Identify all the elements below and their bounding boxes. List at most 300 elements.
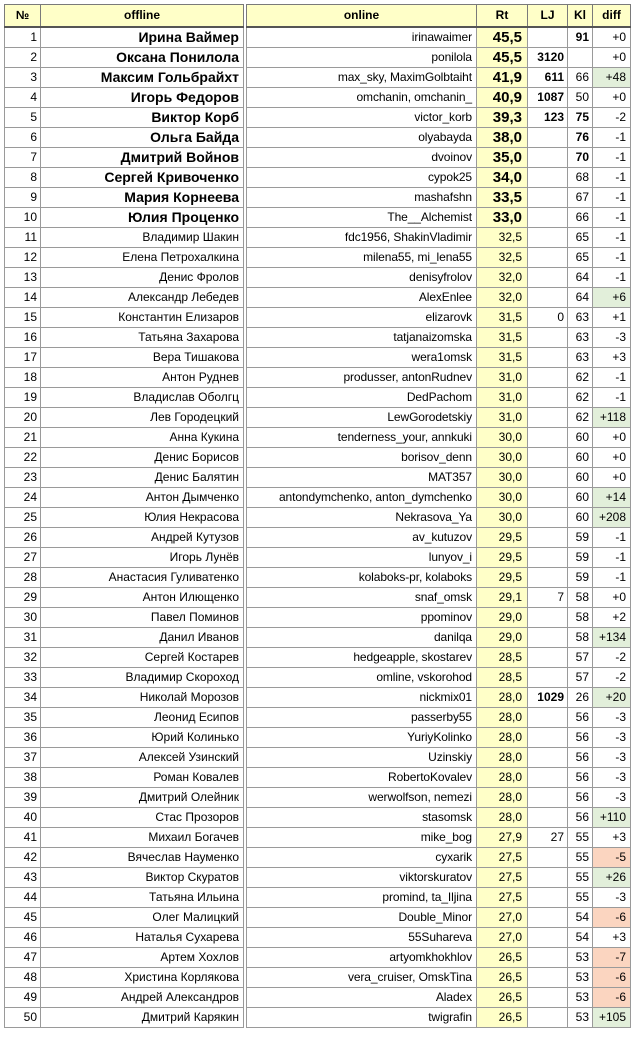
cell-offline-name[interactable]: Вячеслав Науменко <box>41 848 244 868</box>
cell-num[interactable]: 39 <box>5 788 41 808</box>
cell-lj[interactable] <box>528 648 568 668</box>
cell-kl[interactable]: 62 <box>568 368 593 388</box>
cell-kl[interactable]: 70 <box>568 148 593 168</box>
cell-lj[interactable] <box>528 348 568 368</box>
cell-rt[interactable]: 38,0 <box>477 128 528 148</box>
cell-diff[interactable]: -1 <box>593 548 631 568</box>
cell-diff[interactable]: -3 <box>593 748 631 768</box>
cell-diff[interactable]: -1 <box>593 168 631 188</box>
cell-kl[interactable]: 26 <box>568 688 593 708</box>
cell-kl[interactable]: 76 <box>568 128 593 148</box>
cell-offline-name[interactable]: Антон Дымченко <box>41 488 244 508</box>
cell-diff[interactable]: -1 <box>593 228 631 248</box>
cell-kl[interactable] <box>568 48 593 68</box>
cell-offline-name[interactable]: Юлия Некрасова <box>41 508 244 528</box>
cell-offline-name[interactable]: Игорь Федоров <box>41 88 244 108</box>
cell-lj[interactable] <box>528 428 568 448</box>
cell-num[interactable]: 43 <box>5 868 41 888</box>
cell-lj[interactable]: 1087 <box>528 88 568 108</box>
cell-kl[interactable]: 53 <box>568 988 593 1008</box>
cell-num[interactable]: 38 <box>5 768 41 788</box>
cell-rt[interactable]: 39,3 <box>477 108 528 128</box>
cell-rt[interactable]: 30,0 <box>477 508 528 528</box>
cell-rt[interactable]: 34,0 <box>477 168 528 188</box>
cell-lj[interactable] <box>528 268 568 288</box>
cell-kl[interactable]: 58 <box>568 628 593 648</box>
cell-offline-name[interactable]: Лев Городецкий <box>41 408 244 428</box>
cell-diff[interactable]: -1 <box>593 188 631 208</box>
cell-diff[interactable]: -2 <box>593 648 631 668</box>
cell-num[interactable]: 32 <box>5 648 41 668</box>
cell-offline-name[interactable]: Виктор Скуратов <box>41 868 244 888</box>
cell-online-nick[interactable]: nickmix01 <box>247 688 477 708</box>
cell-lj[interactable] <box>528 288 568 308</box>
cell-num[interactable]: 35 <box>5 708 41 728</box>
cell-lj[interactable] <box>528 728 568 748</box>
cell-kl[interactable]: 67 <box>568 188 593 208</box>
cell-rt[interactable]: 28,5 <box>477 668 528 688</box>
cell-lj[interactable] <box>528 488 568 508</box>
cell-offline-name[interactable]: Мария Корнеева <box>41 188 244 208</box>
cell-kl[interactable]: 65 <box>568 228 593 248</box>
header-offline[interactable]: offline <box>41 5 244 28</box>
cell-num[interactable]: 4 <box>5 88 41 108</box>
cell-kl[interactable]: 56 <box>568 808 593 828</box>
cell-kl[interactable]: 68 <box>568 168 593 188</box>
cell-kl[interactable]: 59 <box>568 568 593 588</box>
cell-online-nick[interactable]: cyxarik <box>247 848 477 868</box>
cell-diff[interactable]: -1 <box>593 528 631 548</box>
header-diff[interactable]: diff <box>593 5 631 28</box>
cell-offline-name[interactable]: Наталья Сухарева <box>41 928 244 948</box>
cell-diff[interactable]: -6 <box>593 988 631 1008</box>
cell-online-nick[interactable]: omline, vskorohod <box>247 668 477 688</box>
cell-lj[interactable] <box>528 948 568 968</box>
cell-offline-name[interactable]: Елена Петрохалкина <box>41 248 244 268</box>
cell-lj[interactable] <box>528 808 568 828</box>
cell-offline-name[interactable]: Вера Тишакова <box>41 348 244 368</box>
cell-num[interactable]: 22 <box>5 448 41 468</box>
cell-num[interactable]: 37 <box>5 748 41 768</box>
cell-kl[interactable]: 66 <box>568 68 593 88</box>
cell-diff[interactable]: +26 <box>593 868 631 888</box>
cell-num[interactable]: 47 <box>5 948 41 968</box>
cell-kl[interactable]: 60 <box>568 448 593 468</box>
cell-offline-name[interactable]: Анна Кукина <box>41 428 244 448</box>
cell-kl[interactable]: 50 <box>568 88 593 108</box>
cell-online-nick[interactable]: lunyov_i <box>247 548 477 568</box>
cell-lj[interactable] <box>528 968 568 988</box>
cell-offline-name[interactable]: Павел Поминов <box>41 608 244 628</box>
cell-offline-name[interactable]: Оксана Понилола <box>41 48 244 68</box>
cell-rt[interactable]: 31,0 <box>477 408 528 428</box>
cell-kl[interactable]: 65 <box>568 248 593 268</box>
cell-offline-name[interactable]: Алексей Узинский <box>41 748 244 768</box>
cell-num[interactable]: 18 <box>5 368 41 388</box>
cell-online-nick[interactable]: kolaboks-pr, kolaboks <box>247 568 477 588</box>
cell-num[interactable]: 11 <box>5 228 41 248</box>
cell-diff[interactable]: -1 <box>593 268 631 288</box>
cell-kl[interactable]: 62 <box>568 388 593 408</box>
cell-rt[interactable]: 41,9 <box>477 68 528 88</box>
cell-online-nick[interactable]: hedgeapple, skostarev <box>247 648 477 668</box>
cell-online-nick[interactable]: promind, ta_Iljina <box>247 888 477 908</box>
cell-diff[interactable]: +0 <box>593 448 631 468</box>
cell-offline-name[interactable]: Юлия Проценко <box>41 208 244 228</box>
cell-rt[interactable]: 28,0 <box>477 748 528 768</box>
cell-online-nick[interactable]: tenderness_your, annkuki <box>247 428 477 448</box>
cell-offline-name[interactable]: Ирина Ваймер <box>41 27 244 48</box>
cell-diff[interactable]: +0 <box>593 588 631 608</box>
cell-rt[interactable]: 28,0 <box>477 688 528 708</box>
header-rt[interactable]: Rt <box>477 5 528 28</box>
cell-offline-name[interactable]: Христина Корлякова <box>41 968 244 988</box>
cell-num[interactable]: 45 <box>5 908 41 928</box>
cell-offline-name[interactable]: Андрей Кутузов <box>41 528 244 548</box>
cell-lj[interactable] <box>528 888 568 908</box>
cell-lj[interactable] <box>528 468 568 488</box>
cell-kl[interactable]: 57 <box>568 648 593 668</box>
cell-offline-name[interactable]: Максим Гольбрайхт <box>41 68 244 88</box>
cell-lj[interactable] <box>528 988 568 1008</box>
cell-num[interactable]: 12 <box>5 248 41 268</box>
cell-num[interactable]: 20 <box>5 408 41 428</box>
cell-rt[interactable]: 29,0 <box>477 608 528 628</box>
cell-rt[interactable]: 32,5 <box>477 228 528 248</box>
cell-rt[interactable]: 35,0 <box>477 148 528 168</box>
cell-num[interactable]: 16 <box>5 328 41 348</box>
cell-online-nick[interactable]: YuriyKolinko <box>247 728 477 748</box>
cell-online-nick[interactable]: olyabayda <box>247 128 477 148</box>
cell-num[interactable]: 23 <box>5 468 41 488</box>
cell-diff[interactable]: +3 <box>593 828 631 848</box>
cell-lj[interactable] <box>528 1008 568 1028</box>
cell-rt[interactable]: 33,5 <box>477 188 528 208</box>
cell-offline-name[interactable]: Андрей Александров <box>41 988 244 1008</box>
cell-num[interactable]: 7 <box>5 148 41 168</box>
cell-online-nick[interactable]: Nekrasova_Ya <box>247 508 477 528</box>
cell-diff[interactable]: -1 <box>593 368 631 388</box>
cell-lj[interactable]: 0 <box>528 308 568 328</box>
cell-rt[interactable]: 45,5 <box>477 48 528 68</box>
cell-kl[interactable]: 56 <box>568 768 593 788</box>
cell-kl[interactable]: 53 <box>568 1008 593 1028</box>
cell-num[interactable]: 9 <box>5 188 41 208</box>
cell-offline-name[interactable]: Ольга Байда <box>41 128 244 148</box>
cell-rt[interactable]: 29,1 <box>477 588 528 608</box>
cell-online-nick[interactable]: omchanin, omchanin_ <box>247 88 477 108</box>
cell-lj[interactable] <box>528 528 568 548</box>
cell-online-nick[interactable]: viktorskuratov <box>247 868 477 888</box>
cell-online-nick[interactable]: ponilola <box>247 48 477 68</box>
cell-num[interactable]: 8 <box>5 168 41 188</box>
cell-lj[interactable] <box>528 208 568 228</box>
cell-lj[interactable]: 7 <box>528 588 568 608</box>
cell-kl[interactable]: 75 <box>568 108 593 128</box>
cell-kl[interactable]: 57 <box>568 668 593 688</box>
cell-lj[interactable] <box>528 368 568 388</box>
cell-kl[interactable]: 55 <box>568 868 593 888</box>
cell-num[interactable]: 13 <box>5 268 41 288</box>
cell-kl[interactable]: 63 <box>568 308 593 328</box>
cell-offline-name[interactable]: Александр Лебедев <box>41 288 244 308</box>
cell-rt[interactable]: 27,0 <box>477 928 528 948</box>
cell-diff[interactable]: +2 <box>593 608 631 628</box>
cell-online-nick[interactable]: denisyfrolov <box>247 268 477 288</box>
cell-lj[interactable] <box>528 748 568 768</box>
cell-diff[interactable]: +0 <box>593 468 631 488</box>
cell-lj[interactable] <box>528 848 568 868</box>
cell-rt[interactable]: 27,9 <box>477 828 528 848</box>
cell-num[interactable]: 50 <box>5 1008 41 1028</box>
cell-offline-name[interactable]: Анастасия Гуливатенко <box>41 568 244 588</box>
cell-rt[interactable]: 31,5 <box>477 348 528 368</box>
cell-online-nick[interactable]: snaf_omsk <box>247 588 477 608</box>
cell-lj[interactable] <box>528 328 568 348</box>
cell-kl[interactable]: 60 <box>568 488 593 508</box>
cell-kl[interactable]: 55 <box>568 828 593 848</box>
cell-lj[interactable] <box>528 448 568 468</box>
cell-num[interactable]: 30 <box>5 608 41 628</box>
cell-offline-name[interactable]: Татьяна Ильина <box>41 888 244 908</box>
cell-offline-name[interactable]: Антон Руднев <box>41 368 244 388</box>
cell-diff[interactable]: -3 <box>593 328 631 348</box>
cell-online-nick[interactable]: artyomkhokhlov <box>247 948 477 968</box>
cell-kl[interactable]: 55 <box>568 848 593 868</box>
cell-online-nick[interactable]: irinawaimer <box>247 27 477 48</box>
cell-online-nick[interactable]: RobertoKovalev <box>247 768 477 788</box>
cell-online-nick[interactable]: produsser, antonRudnev <box>247 368 477 388</box>
cell-offline-name[interactable]: Антон Илющенко <box>41 588 244 608</box>
cell-rt[interactable]: 32,5 <box>477 248 528 268</box>
cell-online-nick[interactable]: DedPachom <box>247 388 477 408</box>
cell-kl[interactable]: 56 <box>568 788 593 808</box>
cell-num[interactable]: 33 <box>5 668 41 688</box>
cell-num[interactable]: 44 <box>5 888 41 908</box>
cell-diff[interactable]: +118 <box>593 408 631 428</box>
cell-num[interactable]: 25 <box>5 508 41 528</box>
cell-rt[interactable]: 28,0 <box>477 768 528 788</box>
cell-lj[interactable]: 27 <box>528 828 568 848</box>
cell-lj[interactable] <box>528 608 568 628</box>
cell-diff[interactable]: +1 <box>593 308 631 328</box>
cell-rt[interactable]: 28,0 <box>477 788 528 808</box>
cell-diff[interactable]: -2 <box>593 108 631 128</box>
cell-offline-name[interactable]: Данил Иванов <box>41 628 244 648</box>
cell-num[interactable]: 2 <box>5 48 41 68</box>
cell-num[interactable]: 40 <box>5 808 41 828</box>
cell-diff[interactable]: +14 <box>593 488 631 508</box>
cell-online-nick[interactable]: MAT357 <box>247 468 477 488</box>
cell-rt[interactable]: 33,0 <box>477 208 528 228</box>
cell-kl[interactable]: 53 <box>568 968 593 988</box>
cell-lj[interactable] <box>528 568 568 588</box>
cell-online-nick[interactable]: stasomsk <box>247 808 477 828</box>
cell-lj[interactable] <box>528 148 568 168</box>
cell-rt[interactable]: 31,0 <box>477 368 528 388</box>
cell-lj[interactable] <box>528 188 568 208</box>
header-kl[interactable]: Kl <box>568 5 593 28</box>
cell-rt[interactable]: 28,0 <box>477 728 528 748</box>
cell-online-nick[interactable]: The__Alchemist <box>247 208 477 228</box>
cell-rt[interactable]: 45,5 <box>477 27 528 48</box>
cell-rt[interactable]: 26,5 <box>477 968 528 988</box>
cell-online-nick[interactable]: victor_korb <box>247 108 477 128</box>
cell-diff[interactable]: +0 <box>593 428 631 448</box>
cell-online-nick[interactable]: mashafshn <box>247 188 477 208</box>
cell-num[interactable]: 41 <box>5 828 41 848</box>
cell-num[interactable]: 26 <box>5 528 41 548</box>
cell-lj[interactable] <box>528 248 568 268</box>
cell-num[interactable]: 49 <box>5 988 41 1008</box>
cell-kl[interactable]: 54 <box>568 908 593 928</box>
cell-diff[interactable]: +0 <box>593 48 631 68</box>
cell-diff[interactable]: -3 <box>593 788 631 808</box>
cell-diff[interactable]: +208 <box>593 508 631 528</box>
cell-lj[interactable]: 3120 <box>528 48 568 68</box>
cell-diff[interactable]: -6 <box>593 968 631 988</box>
cell-diff[interactable]: -1 <box>593 208 631 228</box>
cell-online-nick[interactable]: tatjanaizomska <box>247 328 477 348</box>
cell-lj[interactable] <box>528 128 568 148</box>
cell-online-nick[interactable]: danilqa <box>247 628 477 648</box>
cell-rt[interactable]: 26,5 <box>477 988 528 1008</box>
cell-kl[interactable]: 64 <box>568 268 593 288</box>
cell-diff[interactable]: +134 <box>593 628 631 648</box>
cell-offline-name[interactable]: Владимир Шакин <box>41 228 244 248</box>
cell-diff[interactable]: +3 <box>593 928 631 948</box>
cell-online-nick[interactable]: wera1omsk <box>247 348 477 368</box>
cell-online-nick[interactable]: Double_Minor <box>247 908 477 928</box>
cell-offline-name[interactable]: Владимир Скороход <box>41 668 244 688</box>
cell-online-nick[interactable]: borisov_denn <box>247 448 477 468</box>
cell-offline-name[interactable]: Стас Прозоров <box>41 808 244 828</box>
cell-lj[interactable] <box>528 628 568 648</box>
cell-num[interactable]: 19 <box>5 388 41 408</box>
cell-rt[interactable]: 31,0 <box>477 388 528 408</box>
cell-num[interactable]: 21 <box>5 428 41 448</box>
cell-lj[interactable] <box>528 928 568 948</box>
cell-offline-name[interactable]: Михаил Богачев <box>41 828 244 848</box>
cell-num[interactable]: 28 <box>5 568 41 588</box>
cell-lj[interactable] <box>528 168 568 188</box>
cell-rt[interactable]: 29,5 <box>477 568 528 588</box>
cell-offline-name[interactable]: Денис Фролов <box>41 268 244 288</box>
cell-rt[interactable]: 26,5 <box>477 948 528 968</box>
cell-rt[interactable]: 30,0 <box>477 488 528 508</box>
cell-lj[interactable] <box>528 388 568 408</box>
cell-lj[interactable] <box>528 508 568 528</box>
cell-diff[interactable]: +20 <box>593 688 631 708</box>
cell-num[interactable]: 10 <box>5 208 41 228</box>
cell-rt[interactable]: 29,5 <box>477 528 528 548</box>
cell-offline-name[interactable]: Дмитрий Карякин <box>41 1008 244 1028</box>
cell-online-nick[interactable]: Uzinskiy <box>247 748 477 768</box>
cell-kl[interactable]: 53 <box>568 948 593 968</box>
cell-num[interactable]: 5 <box>5 108 41 128</box>
cell-kl[interactable]: 54 <box>568 928 593 948</box>
cell-num[interactable]: 36 <box>5 728 41 748</box>
cell-diff[interactable]: -1 <box>593 248 631 268</box>
cell-lj[interactable] <box>528 908 568 928</box>
cell-diff[interactable]: -1 <box>593 148 631 168</box>
cell-num[interactable]: 3 <box>5 68 41 88</box>
cell-num[interactable]: 14 <box>5 288 41 308</box>
cell-num[interactable]: 48 <box>5 968 41 988</box>
cell-diff[interactable]: -3 <box>593 888 631 908</box>
cell-rt[interactable]: 30,0 <box>477 468 528 488</box>
cell-diff[interactable]: -3 <box>593 728 631 748</box>
cell-diff[interactable]: +0 <box>593 27 631 48</box>
header-online[interactable]: online <box>247 5 477 28</box>
cell-online-nick[interactable]: dvoinov <box>247 148 477 168</box>
cell-diff[interactable]: -5 <box>593 848 631 868</box>
cell-kl[interactable]: 59 <box>568 528 593 548</box>
cell-kl[interactable]: 60 <box>568 428 593 448</box>
cell-rt[interactable]: 31,5 <box>477 308 528 328</box>
cell-rt[interactable]: 27,5 <box>477 888 528 908</box>
cell-diff[interactable]: -7 <box>593 948 631 968</box>
cell-rt[interactable]: 32,0 <box>477 268 528 288</box>
cell-rt[interactable]: 28,5 <box>477 648 528 668</box>
cell-offline-name[interactable]: Олег Малицкий <box>41 908 244 928</box>
cell-kl[interactable]: 56 <box>568 708 593 728</box>
cell-kl[interactable]: 56 <box>568 748 593 768</box>
cell-lj[interactable] <box>528 708 568 728</box>
cell-rt[interactable]: 29,0 <box>477 628 528 648</box>
cell-online-nick[interactable]: ppominov <box>247 608 477 628</box>
cell-online-nick[interactable]: passerby55 <box>247 708 477 728</box>
cell-online-nick[interactable]: cypok25 <box>247 168 477 188</box>
cell-num[interactable]: 15 <box>5 308 41 328</box>
cell-diff[interactable]: -3 <box>593 768 631 788</box>
cell-num[interactable]: 6 <box>5 128 41 148</box>
cell-kl[interactable]: 55 <box>568 888 593 908</box>
cell-rt[interactable]: 29,5 <box>477 548 528 568</box>
cell-diff[interactable]: +0 <box>593 88 631 108</box>
cell-offline-name[interactable]: Юрий Колинько <box>41 728 244 748</box>
cell-diff[interactable]: -1 <box>593 388 631 408</box>
cell-offline-name[interactable]: Денис Борисов <box>41 448 244 468</box>
cell-offline-name[interactable]: Дмитрий Войнов <box>41 148 244 168</box>
cell-num[interactable]: 27 <box>5 548 41 568</box>
cell-offline-name[interactable]: Игорь Лунёв <box>41 548 244 568</box>
cell-kl[interactable]: 62 <box>568 408 593 428</box>
cell-kl[interactable]: 64 <box>568 288 593 308</box>
cell-online-nick[interactable]: av_kutuzov <box>247 528 477 548</box>
cell-offline-name[interactable]: Дмитрий Олейник <box>41 788 244 808</box>
cell-diff[interactable]: +110 <box>593 808 631 828</box>
cell-online-nick[interactable]: AlexEnlee <box>247 288 477 308</box>
cell-online-nick[interactable]: Aladex <box>247 988 477 1008</box>
cell-rt[interactable]: 30,0 <box>477 448 528 468</box>
cell-diff[interactable]: -1 <box>593 128 631 148</box>
cell-kl[interactable]: 60 <box>568 468 593 488</box>
cell-online-nick[interactable]: mike_bog <box>247 828 477 848</box>
cell-diff[interactable]: +48 <box>593 68 631 88</box>
cell-online-nick[interactable]: antondymchenko, anton_dymchenko <box>247 488 477 508</box>
cell-lj[interactable] <box>528 408 568 428</box>
cell-offline-name[interactable]: Сергей Кривоченко <box>41 168 244 188</box>
cell-offline-name[interactable]: Николай Морозов <box>41 688 244 708</box>
cell-lj[interactable] <box>528 548 568 568</box>
cell-rt[interactable]: 31,5 <box>477 328 528 348</box>
cell-lj[interactable] <box>528 228 568 248</box>
cell-offline-name[interactable]: Сергей Костарев <box>41 648 244 668</box>
header-num[interactable]: № <box>5 5 41 28</box>
cell-lj[interactable] <box>528 27 568 48</box>
cell-rt[interactable]: 26,5 <box>477 1008 528 1028</box>
